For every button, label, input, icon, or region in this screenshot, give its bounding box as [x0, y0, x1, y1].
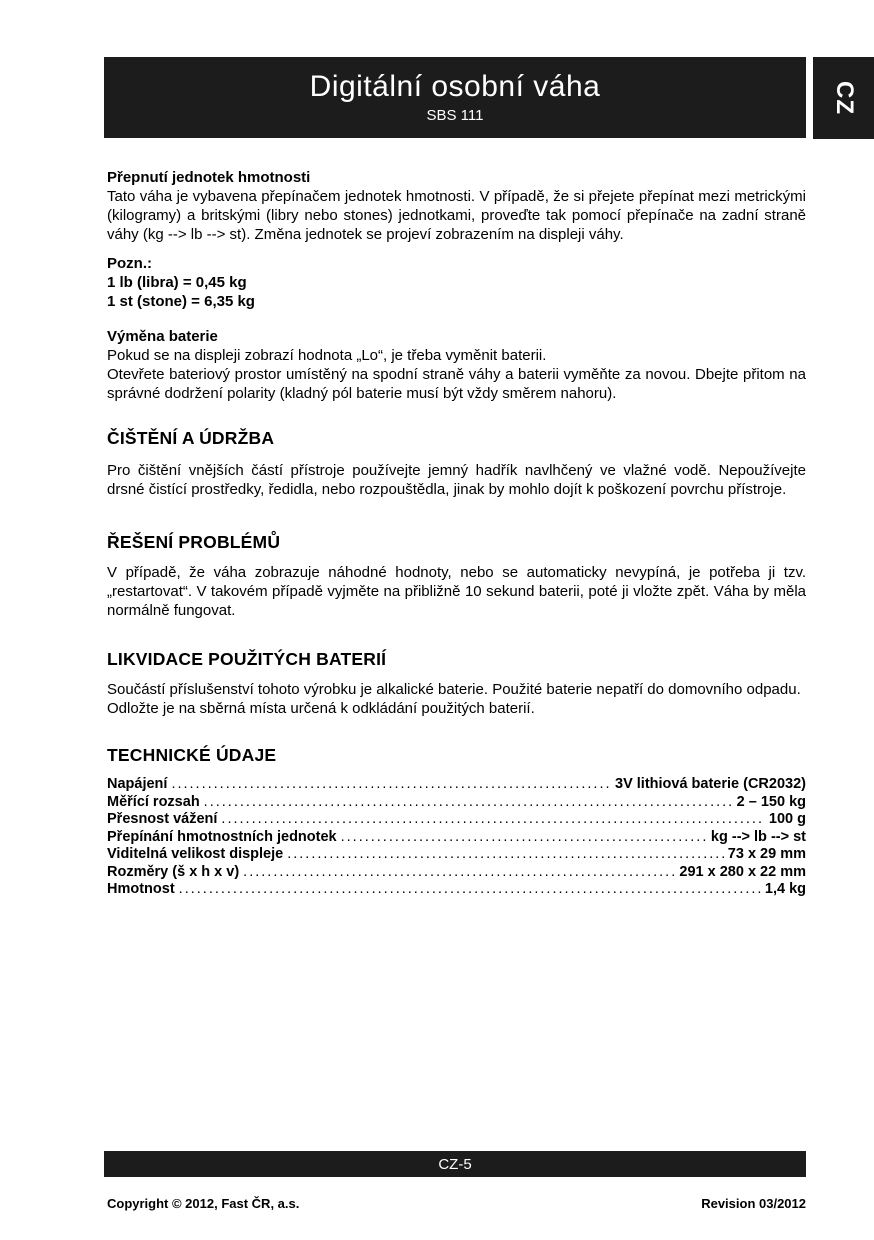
- note-line-lb: 1 lb (libra) = 0,45 kg: [107, 274, 247, 291]
- paragraph-battery-2: Otevřete bateriový prostor umístěný na spodní straně váhy a baterii vyměňte za novou. Dbejte přitom na správné dodržení polarity (kladný pól baterie musí být vždy směrem nahoru).: [107, 366, 806, 402]
- spec-row-units: [107, 829, 806, 847]
- spec-label: Rozměry (š x h x v): [107, 863, 240, 880]
- spec-value: 3V lithiová baterie (CR2032): [615, 776, 806, 792]
- heading-cleaning: ČIŠTĚNÍ A ÚDRŽBA: [107, 428, 275, 448]
- page-number-bar: [104, 1151, 806, 1177]
- spec-label: Měřící rozsah: [107, 793, 200, 810]
- heading-troubleshooting: ŘEŠENÍ PROBLÉMŮ: [107, 532, 281, 552]
- revision-text: Revision 03/2012: [701, 1196, 806, 1211]
- section-troubleshooting: [107, 533, 806, 620]
- header-bar: [104, 57, 806, 138]
- dot-leader: [179, 881, 761, 899]
- section-note: [107, 254, 806, 311]
- spec-row-power: [107, 776, 806, 794]
- note-line-st: 1 st (stone) = 6,35 kg: [107, 293, 255, 310]
- spec-label: Hmotnost: [107, 881, 175, 897]
- page-number: CZ-5: [438, 1155, 472, 1173]
- dot-leader: [221, 811, 764, 829]
- spec-row-range: [107, 794, 806, 812]
- spec-row-display-size: [107, 846, 806, 864]
- section-technical-data: [107, 746, 806, 899]
- spec-value: 2 – 150 kg: [736, 793, 806, 810]
- section-cleaning: [107, 429, 806, 499]
- page-title: Digitální osobní váha: [309, 70, 601, 103]
- spec-row-dimensions: [107, 864, 806, 882]
- spec-label: Přesnost vážení: [107, 811, 218, 827]
- content-area: [107, 168, 806, 899]
- heading-technical-data: TECHNICKÉ ÚDAJE: [107, 745, 277, 765]
- spec-value: 100 g: [768, 811, 806, 827]
- paragraph-disposal-1: Součástí příslušenství tohoto výrobku je alkalické baterie. Použité baterie nepatří do domovního odpadu.: [107, 681, 801, 698]
- spec-value: 1,4 kg: [764, 881, 806, 897]
- section-battery-replacement: [107, 327, 806, 403]
- spec-label: Viditelná velikost displeje: [107, 846, 284, 862]
- section-battery-disposal: [107, 650, 806, 718]
- spec-row-weight: [107, 881, 806, 899]
- dot-leader: [171, 776, 611, 794]
- subheading-unit-switch: Přepnutí jednotek hmotnosti: [107, 169, 311, 186]
- paragraph-unit-switch: Tato váha je vybavena přepínačem jednotek hmotnosti. V případě, že si přejete přepínat mezi metrickými (kilogramy) a britskými (libry nebo stones) jednotkami, proveďte tak pomocí přepínače na zadní straně váhy (kg --> lb --> st). Změna jednotek se projeví zobrazením na displeji váhy.: [107, 188, 806, 243]
- paragraph-disposal-2: Odložte je na sběrná místa určená k odkládání použitých baterií.: [107, 700, 535, 717]
- heading-disposal: LIKVIDACE POUŽITÝCH BATERIÍ: [107, 649, 387, 669]
- spec-label: Přepínání hmotnostních jednotek: [107, 828, 337, 845]
- paragraph-battery-1: Pokud se na displeji zobrazí hodnota „Lo“, je třeba vyměnit baterii.: [107, 347, 547, 364]
- spec-value: 291 x 280 x 22 mm: [679, 863, 806, 880]
- dot-leader: [287, 846, 724, 864]
- paragraph-cleaning: Pro čištění vnějších částí přístroje používejte jemný hadřík navlhčený ve vlažné vodě. Nepoužívejte drsné čistící prostředky, ředidla, nebo rozpouštědla, jinak by mohlo dojít k poškození povrchu přístroje.: [107, 462, 806, 498]
- paragraph-troubleshooting: V případě, že váha zobrazuje náhodné hodnoty, nebo se automaticky nevypíná, je potřeba ji tzv. „restartovat“. V takovém případě vyjměte na přibližně 10 sekund baterii, poté ji vložte zpět. Váha by měla normálně fungovat.: [107, 564, 806, 619]
- model-number: SBS 111: [426, 107, 484, 124]
- footer-meta: [107, 1196, 806, 1211]
- section-unit-switch: [107, 168, 806, 244]
- spec-value: kg --> lb --> st: [710, 828, 806, 845]
- subheading-battery: Výměna baterie: [107, 328, 218, 345]
- spec-label: Napájení: [107, 776, 168, 792]
- language-tab: [813, 57, 874, 139]
- spec-row-accuracy: [107, 811, 806, 829]
- language-tab-label: CZ: [830, 81, 858, 115]
- spec-value: 73 x 29 mm: [727, 846, 806, 862]
- dot-leader: [204, 794, 733, 812]
- dot-leader: [243, 864, 675, 882]
- copyright-text: Copyright © 2012, Fast ČR, a.s.: [107, 1196, 300, 1211]
- note-label: Pozn.:: [107, 255, 152, 272]
- dot-leader: [341, 829, 707, 847]
